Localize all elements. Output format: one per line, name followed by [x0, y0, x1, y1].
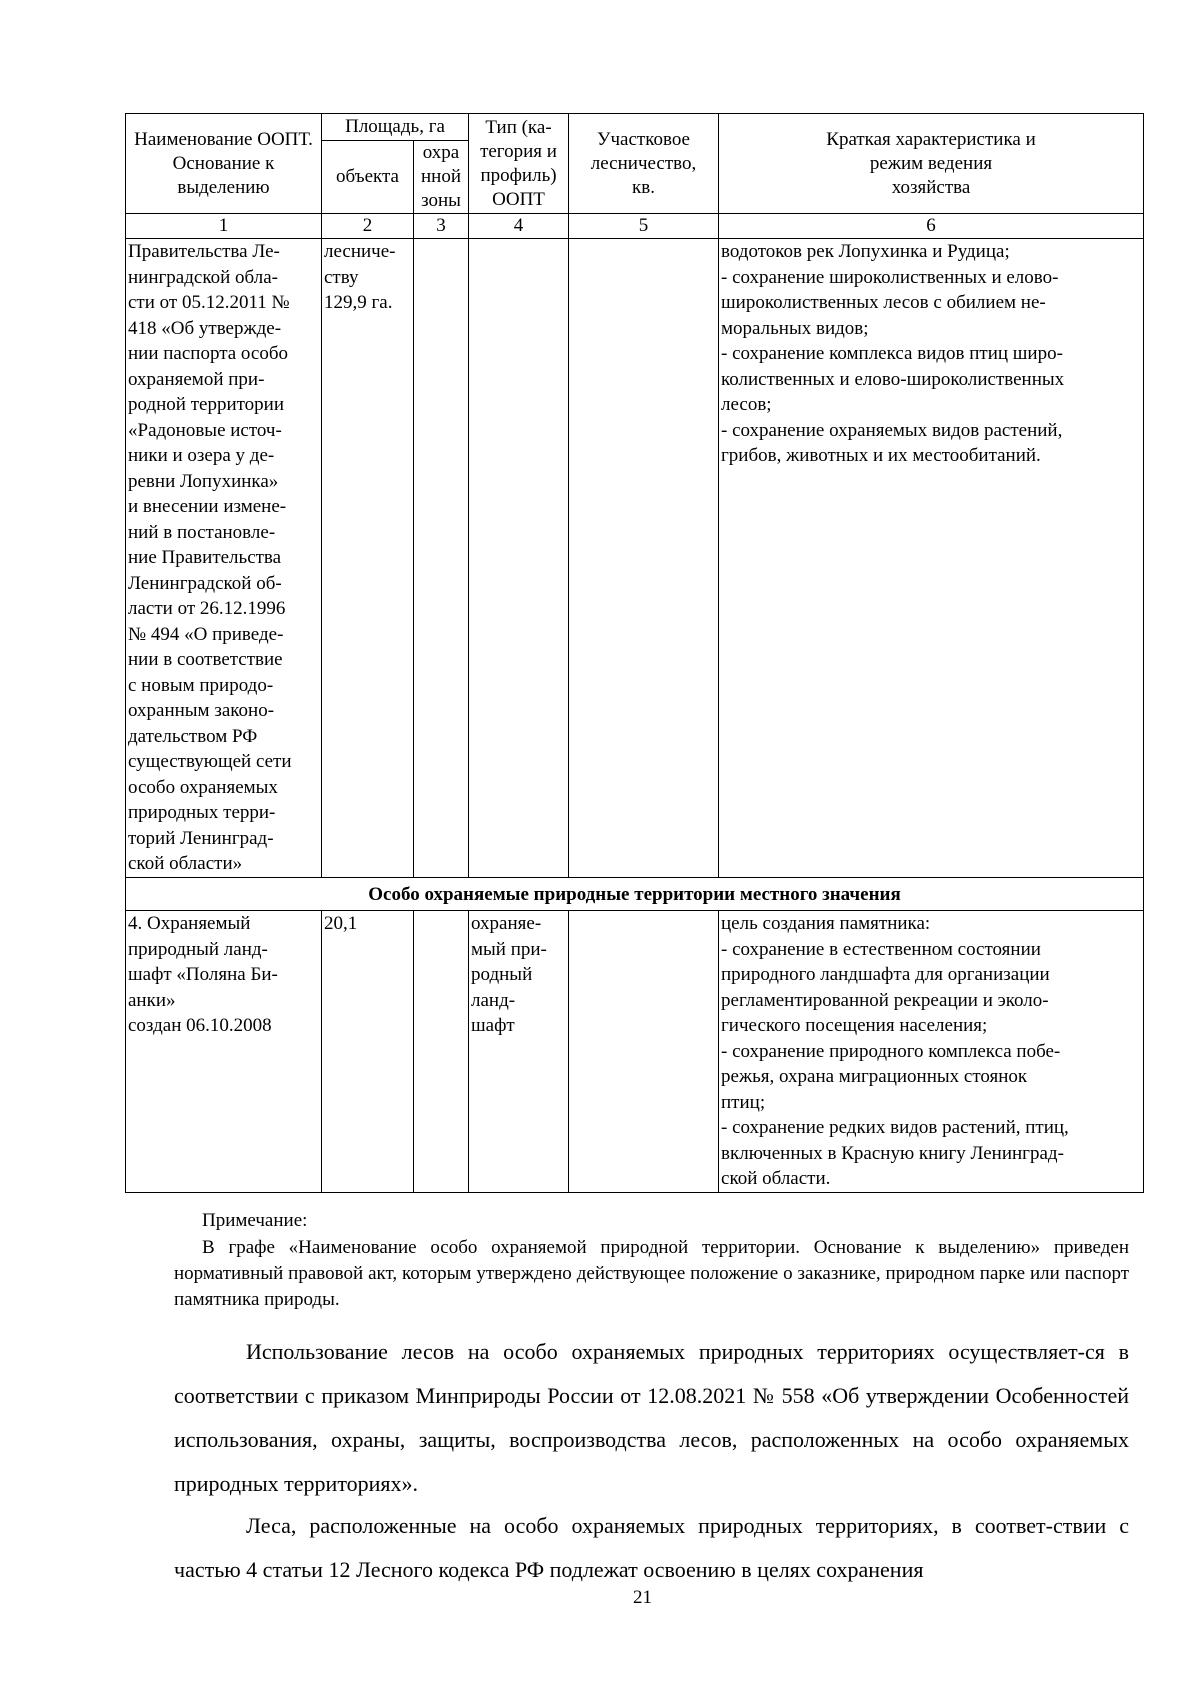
row1-area-object: лесниче- ству 129,9 га. — [322, 239, 414, 878]
oopt-table — [125, 113, 1144, 1193]
row1-forestry — [569, 239, 719, 878]
section-row — [126, 877, 1144, 911]
row2-description: цель создания памятника: - сохранение в естественном состоянии природного ландшафта для организации регламентированной рекреации и эколо- гического посещения населения; - сохранение природного комплекса побе- режья, охрана миграционных стоянок птиц; - сохранение редких видов растений, птиц, включенных в Красную книгу Ленинград- ской области. — [719, 911, 1144, 1193]
body-paragraph: Леса, расположенные на особо охраняемых природных территориях, в соответ-ствии с частью 4 статьи 12 Лесного кодекса РФ подлежат освоению в целях сохранения — [174, 1513, 1129, 1582]
table-row — [126, 239, 1144, 878]
header-description: Краткая характеристика и режим ведения хозяйства — [719, 114, 1144, 214]
column-number: 5 — [569, 214, 719, 239]
column-number-row — [126, 214, 1144, 239]
header-area: Площадь, га — [322, 114, 469, 141]
column-number: 6 — [719, 214, 1144, 239]
row2-area-zone — [414, 911, 469, 1193]
column-number: 4 — [469, 214, 569, 239]
header-forestry: Участковое лесничество, кв. — [569, 114, 719, 214]
row2-type: охраняе- мый при- родный ланд- шафт — [469, 911, 569, 1193]
header-area-zone: охра нной зоны — [414, 141, 469, 214]
header-type: Тип (ка- тегория и профиль) ООПТ — [469, 114, 569, 214]
row1-type — [469, 239, 569, 878]
column-number: 2 — [322, 214, 414, 239]
column-number: 3 — [414, 214, 469, 239]
row1-description: водотоков рек Лопухинка и Рудица; - сохранение широколиственных и елово- широколиственных лесов с обилием не- моральных видов; - сохранение комплекса видов птиц широ- колиственных и елово-широколиственных лесов; - сохранение охраняемых видов растений, грибов, животных и их местообитаний. — [719, 239, 1144, 878]
row1-name: Правительства Ле- нинградской обла- сти от 05.12.2011 № 418 «Об утвержде- нии паспорта особо охраняемой при- родной территории «Радоновые источ- ники и озера у де- ревни Лопухинка» и внесении измене- ний в постановле- ние Правительства Ленинградской об- ласти от 26.12.1996 № 494 «О приведе- нии в соответствие с новым природо- охранным законо- дательством РФ существующей сети особо охраняемых природных терри- торий Ленинград- ской области» — [126, 239, 322, 878]
header-area-object: объекта — [322, 141, 414, 214]
row1-area-zone — [414, 239, 469, 878]
column-number: 1 — [126, 214, 322, 239]
row2-forestry — [569, 911, 719, 1193]
page-number: 21 — [633, 1587, 652, 1608]
note-title: Примечание: — [202, 1210, 308, 1231]
header-name: Наименование ООПТ. Основание к выделению — [126, 114, 322, 214]
note-text: В графе «Наименование особо охраняемой природной территории. Основание к выделению» приведен нормативный правовой акт, которым утверждено действующее положение о заказнике, природном парке или паспорт памятника природы. — [174, 1237, 1129, 1310]
row2-name: 4. Охраняемый природный ланд- шафт «Поляна Би- анки» создан 06.10.2008 — [126, 911, 322, 1193]
row2-area-object: 20,1 — [322, 911, 414, 1193]
table-row — [126, 911, 1144, 1193]
table-header-row — [126, 114, 1144, 141]
body-paragraph: Использование лесов на особо охраняемых природных территориях осуществляет-ся в соответствии с приказом Минприроды России от 12.08.2021 № 558 «Об утверждении Особенностей использования, охраны, защиты, воспроизводства лесов, расположенных на особо охраняемых природных территориях». — [174, 1339, 1129, 1496]
section-title: Особо охраняемые природные территории местного значения — [126, 877, 1144, 911]
